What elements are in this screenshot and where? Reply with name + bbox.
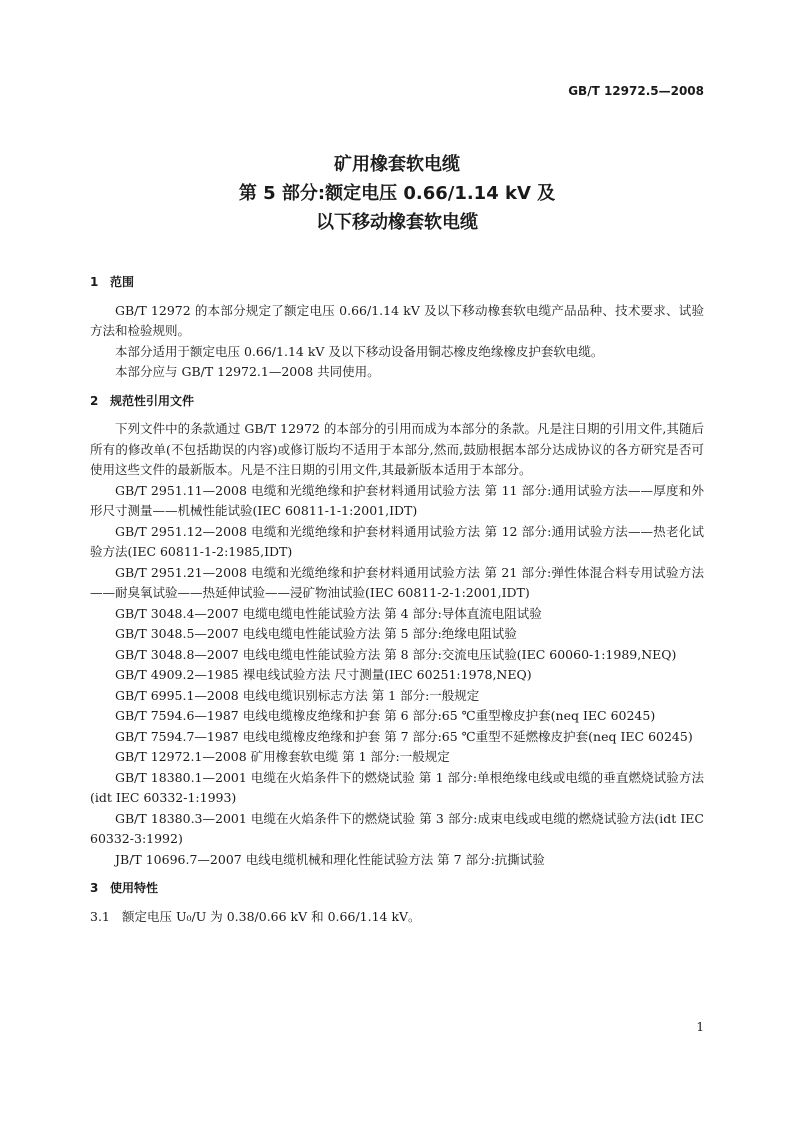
section-heading-usage-characteristics <box>90 878 704 899</box>
clause-3-1 <box>90 907 704 928</box>
reference-item: GB/T 6995.1—2008 电线电缆识别标志方法 第 1 部分:一般规定 <box>115 687 480 703</box>
reference-item: GB/T 7594.7—1987 电线电缆橡皮绝缘和护套 第 7 部分:65 ℃重型不延燃橡皮护套(neq IEC 60245) <box>115 728 693 744</box>
reference-item: GB/T 18380.3—2001 电缆在火焰条件下的燃烧试验 第 3 部分:成束电线或电缆的燃烧试验方法(idt IEC 60332-3:1992) <box>90 810 704 846</box>
paragraph: 本部分应与 GB/T 12972.1—2008 共同使用。 <box>115 364 380 379</box>
reference-item: GB/T 3048.4—2007 电缆电缆电性能试验方法 第 4 部分:导体直流电阻试验 <box>115 605 542 621</box>
section-title: 使用特性 <box>110 881 159 895</box>
reference-item: GB/T 3048.8—2007 电线电缆电性能试验方法 第 8 部分:交流电压试验(IEC 60060-1:1989,NEQ) <box>115 646 677 662</box>
paragraph: GB/T 12972 的本部分规定了额定电压 0.66/1.14 kV 及以下移动橡套软电缆产品品种、技术要求、试验方法和检验规则。 <box>90 302 704 338</box>
section-heading-normative-references <box>90 391 704 412</box>
title-line-3: 以下移动橡套软电缆 <box>316 212 478 233</box>
paragraph: 本部分适用于额定电压 0.66/1.14 kV 及以下移动设备用铜芯橡皮绝缘橡皮护套软电缆。 <box>115 343 604 359</box>
reference-item: GB/T 2951.11—2008 电缆和光缆绝缘和护套材料通用试验方法 第 11 部分:通用试验方法——厚度和外形尺寸测量——机械性能试验(IEC 60811-1-1:2001,IDT) <box>90 482 704 518</box>
reference-item: JB/T 10696.7—2007 电线电缆机械和理化性能试验方法 第 7 部分:抗撕试验 <box>115 851 545 867</box>
document-body <box>90 272 704 927</box>
title-line-2: 第 5 部分:额定电压 0.66/1.14 kV 及 <box>238 183 556 204</box>
reference-item: GB/T 3048.5—2007 电线电缆电性能试验方法 第 5 部分:绝缘电阻试验 <box>115 626 517 641</box>
paragraph: 下列文件中的条款通过 GB/T 12972 的本部分的引用而成为本部分的条款。凡是注日期的引用文件,其随后所有的修改单(不包括勘误的内容)或修订版均不适用于本部分,然而,鼓励根据本部分达成协议的各方研究是否可使用这些文件的最新版本。凡是不注日期的引用文件,其最新版本适用于本部分。 <box>90 421 704 477</box>
clause-number: 3.1 <box>90 908 110 924</box>
clause-text: 额定电压 U₀/U 为 0.38/0.66 kV 和 0.66/1.14 kV。 <box>122 908 421 924</box>
section-title: 范围 <box>110 275 135 289</box>
section-number: 1 <box>90 275 99 289</box>
reference-item: GB/T 2951.12—2008 电缆和光缆绝缘和护套材料通用试验方法 第 12 部分:通用试验方法——热老化试验方法(IEC 60811-1-2:1985,IDT) <box>90 523 704 559</box>
section-heading-scope <box>90 272 704 293</box>
document-title <box>0 150 794 237</box>
section-number: 2 <box>90 393 99 408</box>
reference-item: GB/T 2951.21—2008 电缆和光缆绝缘和护套材料通用试验方法 第 21 部分:弹性体混合料专用试验方法——耐臭氧试验——热延伸试验——浸矿物油试验(IEC 60811-2-1:2001,IDT) <box>90 564 704 600</box>
page-number: 1 <box>696 1020 704 1034</box>
section-number: 3 <box>90 881 99 895</box>
reference-item: GB/T 12972.1—2008 矿用橡套软电缆 第 1 部分:一般规定 <box>115 749 450 764</box>
standard-number: GB/T 12972.5—2008 <box>568 84 704 98</box>
title-line-1: 矿用橡套软电缆 <box>334 154 460 175</box>
reference-item: GB/T 4909.2—1985 裸电线试验方法 尺寸测量(IEC 60251:1978,NEQ) <box>115 667 532 682</box>
section-title: 规范性引用文件 <box>110 393 195 408</box>
reference-item: GB/T 7594.6—1987 电线电缆橡皮绝缘和护套 第 6 部分:65 ℃重型橡皮护套(neq IEC 60245) <box>115 708 656 723</box>
reference-item: GB/T 18380.1—2001 电缆在火焰条件下的燃烧试验 第 1 部分:单根绝缘电线或电缆的垂直燃烧试验方法(idt IEC 60332-1:1993) <box>90 769 704 805</box>
